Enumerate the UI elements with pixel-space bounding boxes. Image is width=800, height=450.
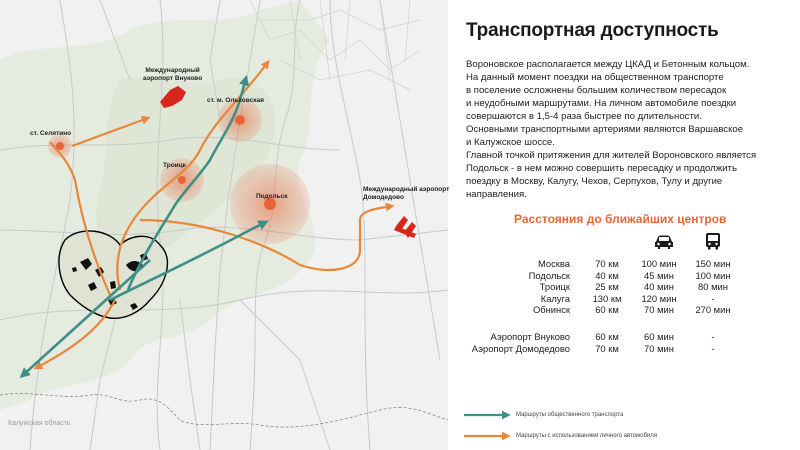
row-km: 130 км — [592, 292, 622, 304]
label-vnukovo-text: Международный аэропорт Внуково — [143, 67, 203, 82]
row-km: 60 км — [595, 331, 619, 342]
description-line: Вороновское располагается между ЦКАД и Бетонным кольцом. — [466, 59, 750, 70]
distances-title: Расстояния до ближайших центров — [514, 212, 727, 226]
car-icon — [653, 234, 675, 250]
description-line: Главной точкой притяжения для жителей Вороновского является — [466, 150, 757, 161]
row-bus: 150 мин — [695, 258, 731, 269]
legend-public-label: Маршруты общественного транспорта — [516, 412, 624, 418]
description-line: На данный момент поездки на общественном транспорте — [466, 72, 724, 83]
description-line: и Калужское шоссе. — [466, 137, 555, 148]
hub-olkhovskaya[interactable] — [235, 115, 245, 125]
description-line: в поселение осложнены большим количеством пересадок — [466, 85, 727, 96]
label-selyatino: ст. Селятино — [30, 130, 72, 137]
row-car: 70 мин — [644, 304, 674, 315]
row-bus: - — [711, 331, 715, 342]
row-name: Москва — [537, 258, 570, 269]
row-car: 120 мин — [641, 292, 677, 304]
label-podolsk: Подольск — [256, 193, 288, 200]
row-car: 60 мин — [644, 331, 674, 342]
description-line: совершаются в 1,5-4 раза быстрее по длительности. — [466, 111, 702, 122]
legend-car-label: Маршруты с использованием личного автомобиля — [516, 433, 658, 439]
row-bus: 270 мин — [695, 304, 731, 315]
description-line: направления. — [466, 189, 527, 200]
row-name: Троицк — [539, 281, 570, 292]
label-region: Калужская область — [8, 420, 71, 427]
description-line: и неудобными маршрутами. На личном автомобиле поездки — [466, 98, 737, 109]
row-name: Подольск — [528, 269, 570, 281]
row-km: 25 км — [595, 281, 619, 292]
row-car: 45 мин — [644, 269, 674, 281]
row-km: 40 км — [595, 269, 619, 281]
label-domodedovo-text: Международный аэропорт Домодедово — [363, 186, 450, 201]
label-domodedovo — [363, 186, 449, 202]
row-bus: 100 мин — [695, 269, 731, 281]
description-line: Подольск - в нем можно совершить пересадку и продолжить — [466, 163, 737, 174]
row-name: Аэропорт Внуково — [490, 331, 570, 342]
row-name: Калуга — [540, 292, 570, 304]
row-km: 60 км — [595, 304, 619, 315]
row-car: 70 мин — [644, 343, 674, 354]
row-bus: - — [711, 343, 715, 354]
row-car: 40 мин — [644, 281, 674, 292]
legend-lines — [462, 407, 514, 447]
label-olkhovskaya: ст. м. Ольховская — [207, 97, 264, 104]
row-km: 70 км — [595, 343, 619, 354]
row-bus: - — [711, 292, 715, 304]
row-bus: 80 мин — [698, 281, 728, 292]
row-name: Аэропорт Домодедово — [471, 343, 570, 354]
row-name: Обнинск — [532, 304, 570, 315]
description-line: поездку в Москву, Калугу, Чехов, Серпухов, Тулу и другие — [466, 176, 723, 187]
hub-troitsk[interactable] — [178, 176, 186, 184]
description — [466, 58, 788, 201]
label-vnukovo — [143, 67, 202, 83]
row-km: 70 км — [595, 258, 619, 269]
row-car: 100 мин — [641, 258, 677, 269]
description-line: Основными транспортными артериями являются Варшавское — [466, 124, 744, 135]
page-title: Транспортная доступность — [466, 20, 719, 41]
bus-icon — [705, 232, 721, 250]
label-troitsk: Троицк — [163, 162, 186, 169]
